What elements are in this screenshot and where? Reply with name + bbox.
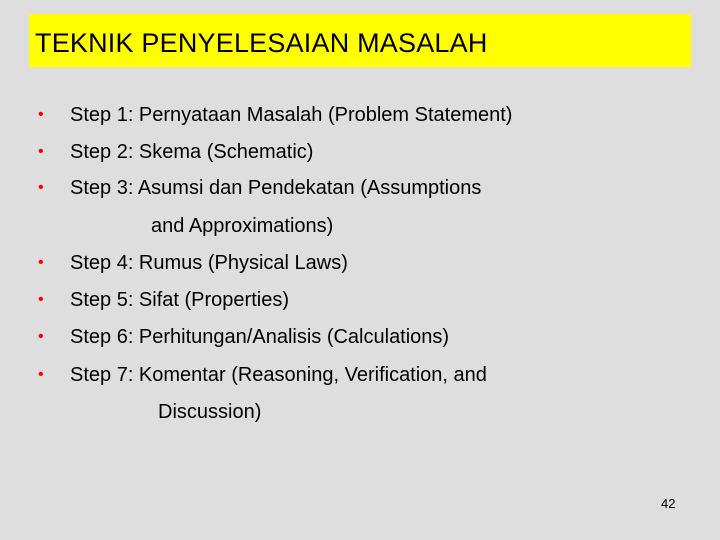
list-item-step-3 xyxy=(38,176,481,200)
list-item-step-1 xyxy=(38,103,512,127)
bullet-icon: • xyxy=(38,366,44,383)
bullet-icon: • xyxy=(38,291,44,308)
list-item-continuation-step-3: and Approximations) xyxy=(151,215,334,237)
bullet-icon: • xyxy=(38,179,44,196)
list-item-text: Step 2: Skema (Schematic) xyxy=(70,141,314,163)
bullet-icon: • xyxy=(38,143,44,160)
list-item-text: Step 6: Perhitungan/Analisis (Calculations) xyxy=(70,326,450,348)
list-item-step-5 xyxy=(38,288,289,312)
bullet-icon: • xyxy=(38,106,44,123)
list-item-text: Step 3: Asumsi dan Pendekatan (Assumptions xyxy=(70,177,482,199)
page-number: 42 xyxy=(661,496,676,511)
list-item-step-4 xyxy=(38,251,348,275)
list-item-continuation-step-7: Discussion) xyxy=(158,401,262,423)
list-item-text: Step 4: Rumus (Physical Laws) xyxy=(70,252,348,274)
slide-title: TEKNIK PENYELESAIAN MASALAH xyxy=(35,28,488,58)
list-item-text: Step 7: Komentar (Reasoning, Verification, and xyxy=(70,364,487,386)
bullet-icon: • xyxy=(38,254,44,271)
list-item-text: Step 1: Pernyataan Masalah (Problem Statement) xyxy=(70,104,513,126)
bullet-icon: • xyxy=(38,328,44,345)
list-item-step-2 xyxy=(38,140,313,164)
list-item-step-7 xyxy=(38,363,487,387)
list-item-step-6 xyxy=(38,325,449,349)
list-item-text: Step 5: Sifat (Properties) xyxy=(70,289,289,311)
